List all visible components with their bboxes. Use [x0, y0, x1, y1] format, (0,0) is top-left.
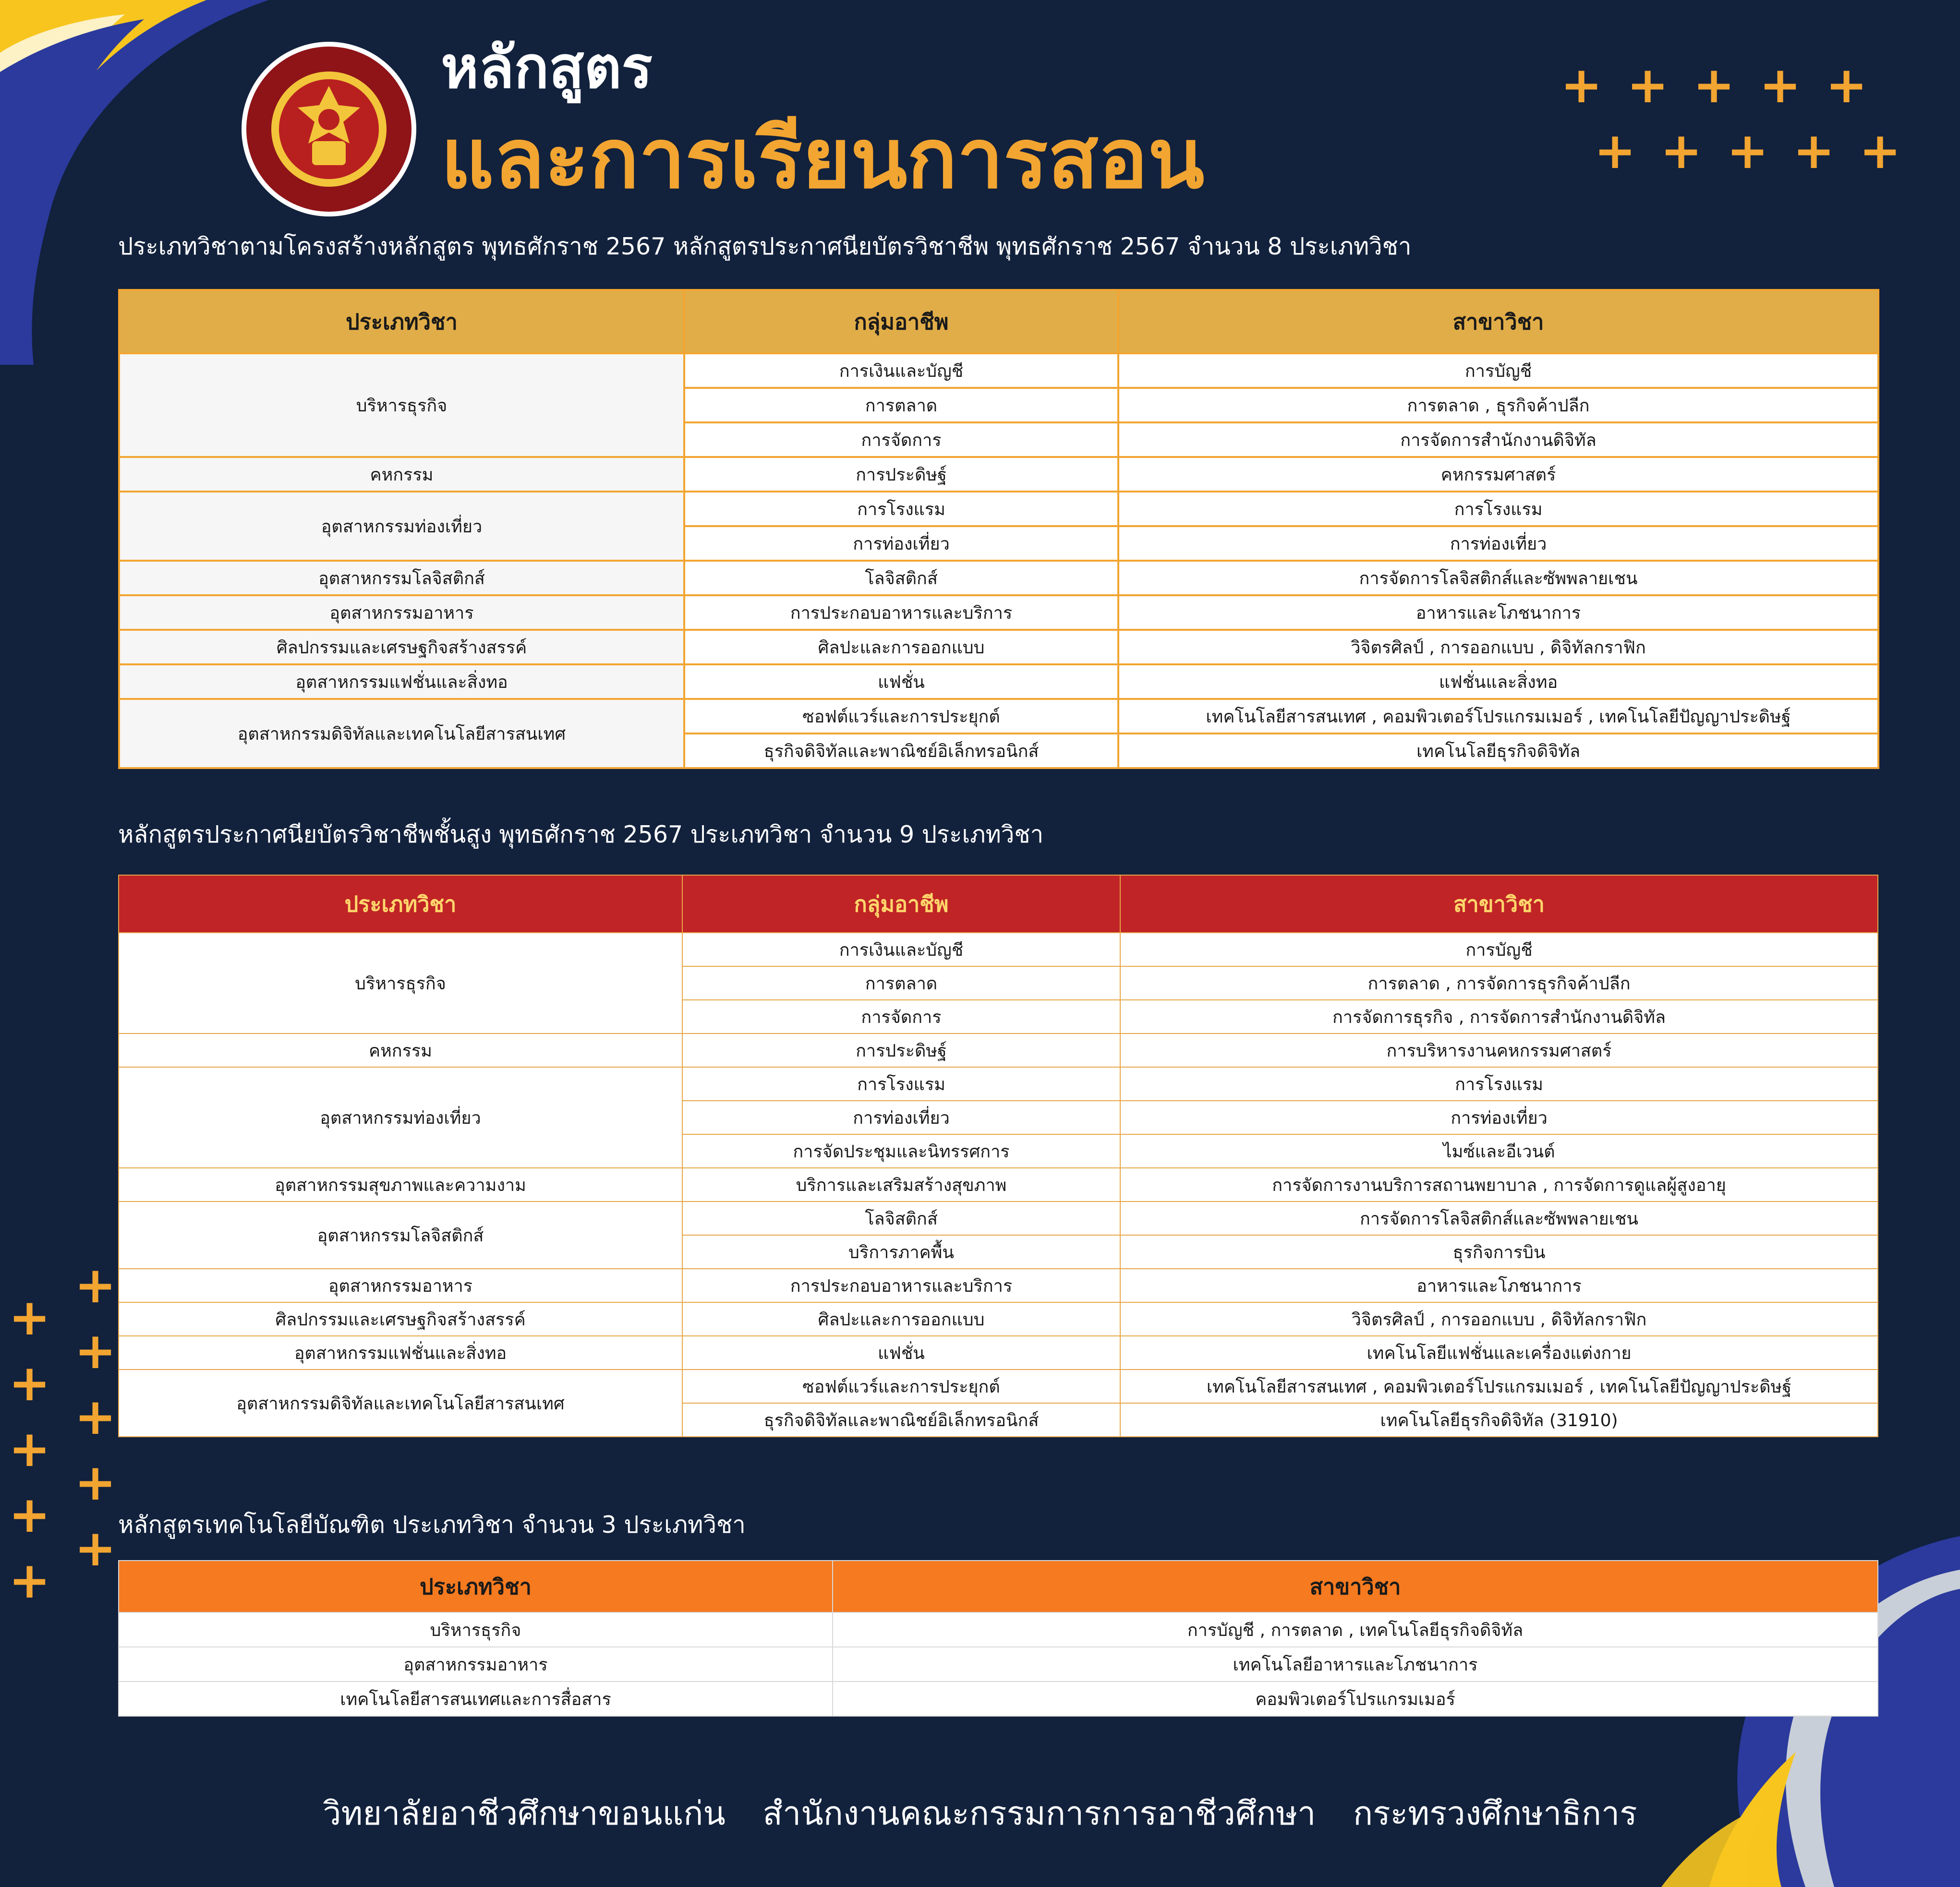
plus-icon: + — [1660, 121, 1703, 180]
college-logo — [240, 40, 418, 218]
category-cell: อุตสาหกรรมดิจิทัลและเทคโนโลยีสารสนเทศ — [119, 699, 684, 768]
group-cell: การจัดการ — [684, 422, 1118, 457]
plus-icon: + — [1594, 121, 1636, 180]
plus-icon: + — [1627, 56, 1669, 114]
table-row — [119, 699, 1878, 733]
column-header-category: ประเภทวิชา — [119, 875, 682, 933]
major-cell: เทคโนโลยีแฟชั่นและเครื่องแต่งกาย — [1120, 1336, 1878, 1370]
table-row — [119, 1302, 1878, 1336]
table-row — [119, 664, 1878, 699]
major-cell: ธุรกิจการบิน — [1120, 1235, 1878, 1269]
major-cell: เทคโนโลยีธุรกิจดิจิทัล — [1118, 733, 1878, 768]
table-row — [119, 457, 1878, 492]
category-cell: อุตสาหกรรมสุขภาพและความงาม — [119, 1168, 682, 1202]
major-cell: การจัดการงานบริการสถานพยาบาล , การจัดการดูแลผู้สูงอายุ — [1120, 1168, 1878, 1202]
table-row — [119, 492, 1878, 526]
plus-icon: + — [1859, 121, 1901, 180]
column-header-group: กลุ่มอาชีพ — [682, 875, 1120, 933]
table-row — [119, 561, 1878, 595]
plus-icon: + — [9, 1485, 51, 1544]
major-cell: เทคโนโลยีสารสนเทศ , คอมพิวเตอร์โปรแกรมเมอร์ , เทคโนโลยีปัญญาประดิษฐ์ — [1120, 1370, 1878, 1403]
higher-vocational-certificate-table — [118, 875, 1878, 1437]
table-row — [119, 1067, 1878, 1101]
bachelor-of-technology-table — [118, 1560, 1878, 1717]
section1-heading: ประเภทวิชาตามโครงสร้างหลักสูตร พุทธศักราช 2567 หลักสูตรประกาศนียบัตรวิชาชีพ พุทธศักราช 2567 จำนวน 8 ประเภทวิชา — [118, 233, 1412, 260]
group-cell: ธุรกิจดิจิทัลและพาณิชย์อิเล็กทรอนิกส์ — [682, 1403, 1120, 1437]
footer-office: สำนักงานคณะกรรมการการอาชีวศึกษา — [762, 1795, 1316, 1833]
plus-icon: + — [74, 1322, 117, 1380]
major-cell: การบัญชี — [1120, 933, 1878, 966]
group-cell: การเงินและบัญชี — [684, 353, 1118, 388]
category-cell: อุตสาหกรรมอาหาร — [119, 595, 684, 630]
group-cell: การตลาด — [684, 388, 1118, 422]
category-cell: อุตสาหกรรมแฟชั่นและสิ่งทอ — [119, 1336, 682, 1370]
group-cell: ศิลปะและการออกแบบ — [682, 1302, 1120, 1336]
group-cell: การเงินและบัญชี — [682, 933, 1120, 966]
table-row — [119, 353, 1878, 388]
major-cell: คอมพิวเตอร์โปรแกรมเมอร์ — [833, 1682, 1878, 1716]
major-cell: อาหารและโภชนาการ — [1120, 1269, 1878, 1302]
category-cell: ศิลปกรรมและเศรษฐกิจสร้างสรรค์ — [119, 630, 684, 664]
group-cell: ซอฟต์แวร์และการประยุกต์ — [682, 1370, 1120, 1403]
group-cell: การประดิษฐ์ — [682, 1034, 1120, 1067]
category-cell: คหกรรม — [119, 1034, 682, 1067]
column-header-category: ประเภทวิชา — [119, 290, 684, 353]
plus-icon: + — [1561, 56, 1603, 114]
major-cell: การตลาด , ธุรกิจค้าปลีก — [1118, 388, 1878, 422]
table-row — [119, 1034, 1878, 1067]
plus-icon: + — [74, 1256, 117, 1314]
major-cell: เทคโนโลยีสารสนเทศ , คอมพิวเตอร์โปรแกรมเมอร์ , เทคโนโลยีปัญญาประดิษฐ์ — [1118, 699, 1878, 733]
table-row — [119, 1647, 1878, 1682]
table-row — [119, 1269, 1878, 1302]
plus-icon: + — [74, 1387, 117, 1446]
category-cell: อุตสาหกรรมท่องเที่ยว — [119, 1067, 682, 1168]
group-cell: ซอฟต์แวร์และการประยุกต์ — [684, 699, 1118, 733]
table-row — [119, 1612, 1878, 1647]
column-header-category: ประเภทวิชา — [119, 1561, 833, 1612]
footer-ministry: กระทรวงศึกษาธิการ — [1353, 1795, 1637, 1833]
major-cell: การท่องเที่ยว — [1120, 1101, 1878, 1134]
table-row — [119, 1202, 1878, 1235]
major-cell: การบัญชี — [1118, 353, 1878, 388]
vocational-certificate-table — [118, 289, 1879, 769]
major-cell: วิจิตรศิลป์ , การออกแบบ , ดิจิทัลกราฟิก — [1120, 1302, 1878, 1336]
major-cell: เทคโนโลยีอาหารและโภชนาการ — [833, 1647, 1878, 1682]
category-cell: อุตสาหกรรมโลจิสติกส์ — [119, 561, 684, 595]
group-cell: การท่องเที่ยว — [682, 1101, 1120, 1134]
table-row — [119, 933, 1878, 966]
group-cell: บริการและเสริมสร้างสุขภาพ — [682, 1168, 1120, 1202]
group-cell: การตลาด — [682, 966, 1120, 1000]
footer — [0, 1794, 1960, 1834]
group-cell: แฟชั่น — [684, 664, 1118, 699]
group-cell: การจัดการ — [682, 1000, 1120, 1034]
major-cell: คหกรรมศาสตร์ — [1118, 457, 1878, 492]
category-cell: อุตสาหกรรมแฟชั่นและสิ่งทอ — [119, 664, 684, 699]
table-row — [119, 1336, 1878, 1370]
major-cell: อาหารและโภชนาการ — [1118, 595, 1878, 630]
page-title-line2: และการเรียนการสอน — [441, 110, 1205, 207]
section2-heading: หลักสูตรประกาศนียบัตรวิชาชีพชั้นสูง พุทธศักราช 2567 ประเภทวิชา จำนวน 9 ประเภทวิชา — [118, 821, 1044, 848]
major-cell: การจัดการสำนักงานดิจิทัล — [1118, 422, 1878, 457]
plus-icon: + — [74, 1519, 117, 1577]
category-cell: อุตสาหกรรมท่องเที่ยว — [119, 492, 684, 561]
plus-icon: + — [74, 1453, 117, 1512]
table-row — [119, 1168, 1878, 1202]
plus-icon: + — [1759, 56, 1802, 114]
plus-icon: + — [1727, 121, 1769, 180]
major-cell: ไมซ์และอีเวนต์ — [1120, 1134, 1878, 1168]
major-cell: การท่องเที่ยว — [1118, 526, 1878, 561]
category-cell: บริหารธุรกิจ — [119, 353, 684, 457]
major-cell: การบริหารงานคหกรรมศาสตร์ — [1120, 1034, 1878, 1067]
plus-icon: + — [9, 1419, 51, 1478]
column-header-group: กลุ่มอาชีพ — [684, 290, 1118, 353]
table-header-row — [119, 1561, 1878, 1612]
page-title-line1: หลักสูตร — [441, 35, 653, 101]
category-cell: ศิลปกรรมและเศรษฐกิจสร้างสรรค์ — [119, 1302, 682, 1336]
major-cell: แฟชั่นและสิ่งทอ — [1118, 664, 1878, 699]
table-row — [119, 595, 1878, 630]
group-cell: แฟชั่น — [682, 1336, 1120, 1370]
category-cell: คหกรรม — [119, 457, 684, 492]
group-cell: การโรงแรม — [684, 492, 1118, 526]
group-cell: โลจิสติกส์ — [682, 1202, 1120, 1235]
category-cell: อุตสาหกรรมอาหาร — [119, 1269, 682, 1302]
group-cell: โลจิสติกส์ — [684, 561, 1118, 595]
category-cell: อุตสาหกรรมอาหาร — [119, 1647, 833, 1682]
plus-icon: + — [9, 1288, 51, 1346]
category-cell: เทคโนโลยีสารสนเทศและการสื่อสาร — [119, 1682, 833, 1716]
category-cell: อุตสาหกรรมดิจิทัลและเทคโนโลยีสารสนเทศ — [119, 1370, 682, 1437]
group-cell: ธุรกิจดิจิทัลและพาณิชย์อิเล็กทรอนิกส์ — [684, 733, 1118, 768]
category-cell: บริหารธุรกิจ — [119, 933, 682, 1034]
table-header-row — [119, 290, 1878, 353]
group-cell: การประกอบอาหารและบริการ — [684, 595, 1118, 630]
major-cell: เทคโนโลยีธุรกิจดิจิทัล (31910) — [1120, 1403, 1878, 1437]
category-cell: อุตสาหกรรมโลจิสติกส์ — [119, 1202, 682, 1269]
table-header-row — [119, 875, 1878, 933]
plus-icon: + — [9, 1354, 51, 1412]
column-header-major: สาขาวิชา — [833, 1561, 1878, 1612]
group-cell: การจัดประชุมและนิทรรศการ — [682, 1134, 1120, 1168]
group-cell: การโรงแรม — [682, 1067, 1120, 1101]
plus-icon: + — [1693, 56, 1735, 114]
plus-icon: + — [1826, 56, 1868, 114]
group-cell: การประกอบอาหารและบริการ — [682, 1269, 1120, 1302]
category-cell: บริหารธุรกิจ — [119, 1612, 833, 1647]
column-header-major: สาขาวิชา — [1120, 875, 1878, 933]
table-row — [119, 1682, 1878, 1716]
group-cell: บริการภาคพื้น — [682, 1235, 1120, 1269]
table-row — [119, 630, 1878, 664]
major-cell: การโรงแรม — [1120, 1067, 1878, 1101]
table-row — [119, 1370, 1878, 1403]
group-cell: การท่องเที่ยว — [684, 526, 1118, 561]
major-cell: การโรงแรม — [1118, 492, 1878, 526]
major-cell: การจัดการโลจิสติกส์และซัพพลายเชน — [1118, 561, 1878, 595]
major-cell: การจัดการธุรกิจ , การจัดการสำนักงานดิจิทัล — [1120, 1000, 1878, 1034]
column-header-major: สาขาวิชา — [1118, 290, 1878, 353]
group-cell: การประดิษฐ์ — [684, 457, 1118, 492]
major-cell: การจัดการโลจิสติกส์และซัพพลายเชน — [1120, 1202, 1878, 1235]
plus-icon: + — [1793, 121, 1835, 180]
major-cell: การบัญชี , การตลาด , เทคโนโลยีธุรกิจดิจิทัล — [833, 1612, 1878, 1647]
major-cell: วิจิตรศิลป์ , การออกแบบ , ดิจิทัลกราฟิก — [1118, 630, 1878, 664]
plus-icon: + — [9, 1551, 51, 1610]
group-cell: ศิลปะและการออกแบบ — [684, 630, 1118, 664]
major-cell: การตลาด , การจัดการธุรกิจค้าปลีก — [1120, 966, 1878, 1000]
footer-college: วิทยาลัยอาชีวศึกษาขอนแก่น — [323, 1795, 726, 1833]
section3-heading: หลักสูตรเทคโนโลยีบัณฑิต ประเภทวิชา จำนวน 3 ประเภทวิชา — [118, 1511, 746, 1538]
